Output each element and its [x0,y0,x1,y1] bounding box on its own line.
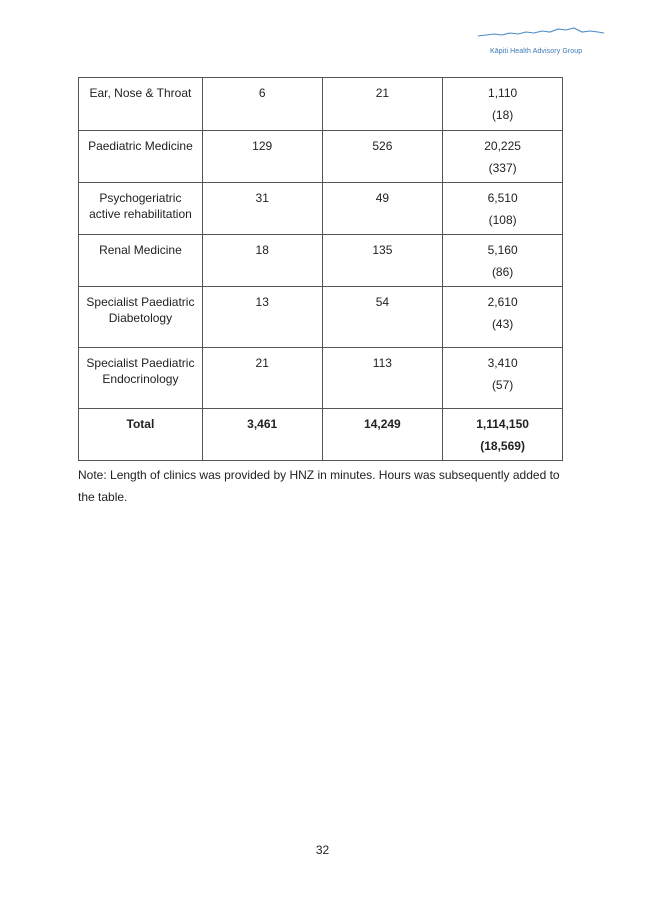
specialty-cell: Ear, Nose & Throat [79,78,203,131]
clinics-table [78,77,563,461]
total-row [79,409,563,461]
table-row [79,78,563,131]
clinics-cell: 31 [202,183,322,235]
clinics-cell: 6 [202,78,322,131]
specialty-cell: Specialist Paediatric Endocrinology [79,348,203,409]
page-number: 32 [315,843,330,857]
mountain-skyline-icon [476,24,606,44]
table-row [79,287,563,348]
clinics-cell: 18 [202,235,322,287]
hours-value: (86) [491,265,514,279]
table-row [79,348,563,409]
total-appointments: 14,249 [322,409,443,461]
minutes-value: 2,610 [487,295,518,309]
minutes-value: 20,225 [484,139,521,153]
minutes-cell [443,131,563,183]
hours-value: (57) [491,378,514,392]
total-minutes-value: 1,114,150 [476,417,529,431]
total-minutes-cell [443,409,563,461]
hours-value: (337) [488,161,517,175]
specialty-cell: Renal Medicine [79,235,203,287]
minutes-cell [443,183,563,235]
minutes-cell [443,235,563,287]
appointments-cell: 54 [322,287,443,348]
specialty-cell: Psychogeriatric active rehabilitation [79,183,203,235]
hours-value: (43) [491,317,514,331]
hours-value: (108) [488,213,517,227]
minutes-value: 3,410 [487,356,518,370]
table-row [79,131,563,183]
clinics-cell: 129 [202,131,322,183]
total-clinics: 3,461 [202,409,322,461]
clinics-cell: 13 [202,287,322,348]
appointments-cell: 113 [322,348,443,409]
organisation-logo [476,24,606,60]
appointments-cell: 21 [322,78,443,131]
logo-text: Kāpiti Health Advisory Group [490,48,583,55]
specialty-cell: Specialist Paediatric Diabetology [79,287,203,348]
specialty-cell: Paediatric Medicine [79,131,203,183]
minutes-cell [443,78,563,131]
total-hours-value: (18,569) [480,439,525,453]
minutes-value: 5,160 [487,243,518,257]
table-row [79,235,563,287]
minutes-cell [443,287,563,348]
table-row [79,183,563,235]
minutes-cell [443,348,563,409]
minutes-value: 6,510 [487,191,518,205]
total-label: Total [79,409,203,461]
hours-value: (18) [491,108,514,122]
appointments-cell: 135 [322,235,443,287]
appointments-cell: 526 [322,131,443,183]
minutes-value: 1,110 [488,86,518,100]
table-note: Note: Length of clinics was provided by HNZ in minutes. Hours was subsequently added to the table. [78,468,560,504]
appointments-cell: 49 [322,183,443,235]
clinics-cell: 21 [202,348,322,409]
